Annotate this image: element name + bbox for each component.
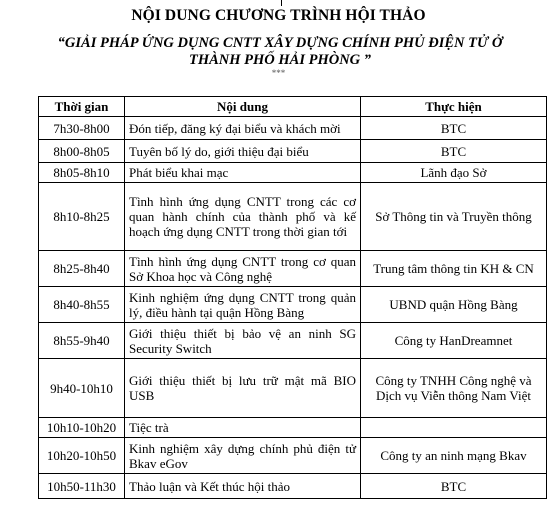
table-header-row — [39, 97, 547, 117]
content-cell: Tình hình ứng dụng CNTT trong các cơ quan hành chính của thành phố và kế hoạch ứng dụng CNTT trong thời gian tới — [125, 183, 361, 251]
time-cell: 10h20-10h50 — [39, 438, 125, 474]
content-cell: Kinh nghiệm xây dựng chính phủ điện tử Bkav eGov — [125, 438, 361, 474]
actor-cell: Công ty an ninh mạng Bkav — [361, 438, 547, 474]
time-cell: 8h40-8h55 — [39, 287, 125, 323]
time-cell: 10h50-11h30 — [39, 474, 125, 499]
actor-cell: Trung tâm thông tin KH & CN — [361, 251, 547, 287]
content-cell: Kinh nghiệm ứng dụng CNTT trong quản lý, điều hành tại quận Hồng Bàng — [125, 287, 361, 323]
table-row — [39, 140, 547, 163]
actor-cell: Lãnh đạo Sở — [361, 163, 547, 183]
content-cell: Đón tiếp, đăng ký đại biểu và khách mời — [125, 117, 361, 140]
actor-cell: UBND quận Hồng Bàng — [361, 287, 547, 323]
actor-cell: Sở Thông tin và Truyền thông — [361, 183, 547, 251]
actor-cell — [361, 418, 547, 438]
column-header-content: Nội dung — [125, 97, 361, 117]
time-cell: 8h05-8h10 — [39, 163, 125, 183]
time-cell: 9h40-10h10 — [39, 359, 125, 418]
document-subtitle — [20, 35, 540, 69]
time-cell: 8h00-8h05 — [39, 140, 125, 163]
agenda-table — [38, 96, 547, 499]
time-cell: 10h10-10h20 — [39, 418, 125, 438]
table-row — [39, 359, 547, 418]
time-cell: 8h10-8h25 — [39, 183, 125, 251]
content-cell: Tuyên bố lý do, giới thiệu đại biểu — [125, 140, 361, 163]
table-row — [39, 183, 547, 251]
content-cell: Giới thiệu thiết bị bảo vệ an ninh SG Security Switch — [125, 323, 361, 359]
time-cell: 7h30-8h00 — [39, 117, 125, 140]
table-row — [39, 117, 547, 140]
content-cell: Tiệc trà — [125, 418, 361, 438]
content-cell: Phát biểu khai mạc — [125, 163, 361, 183]
actor-cell: BTC — [361, 140, 547, 163]
time-cell: 8h55-9h40 — [39, 323, 125, 359]
table-row — [39, 251, 547, 287]
column-header-time: Thời gian — [39, 97, 125, 117]
content-cell: Giới thiệu thiết bị lưu trữ mật mã BIO USB — [125, 359, 361, 418]
content-cell: Thảo luận và Kết thúc hội thảo — [125, 474, 361, 499]
subtitle-line-1: “GIẢI PHÁP ỨNG DỤNG CNTT XÂY DỰNG CHÍNH PHỦ ĐIỆN TỬ Ở — [57, 35, 503, 51]
column-header-actor: Thực hiện — [361, 97, 547, 117]
page-edge-mark — [281, 0, 282, 6]
time-cell: 8h25-8h40 — [39, 251, 125, 287]
actor-cell: BTC — [361, 117, 547, 140]
separator-stars: *** — [271, 68, 286, 78]
table-row — [39, 323, 547, 359]
actor-cell: Công ty TNHH Công nghệ và Dịch vụ Viễn thông Nam Việt — [361, 359, 547, 418]
actor-cell: Công ty HanDreamnet — [361, 323, 547, 359]
table-row — [39, 418, 547, 438]
table-row — [39, 163, 547, 183]
actor-cell: BTC — [361, 474, 547, 499]
content-cell: Tình hình ứng dụng CNTT trong cơ quan Sở Khoa học và Công nghệ — [125, 251, 361, 287]
table-row — [39, 287, 547, 323]
subtitle-line-2: THÀNH PHỐ HẢI PHÒNG ” — [188, 52, 372, 68]
table-row — [39, 438, 547, 474]
document-title: NỘI DUNG CHƯƠNG TRÌNH HỘI THẢO — [131, 7, 426, 24]
table-row — [39, 474, 547, 499]
